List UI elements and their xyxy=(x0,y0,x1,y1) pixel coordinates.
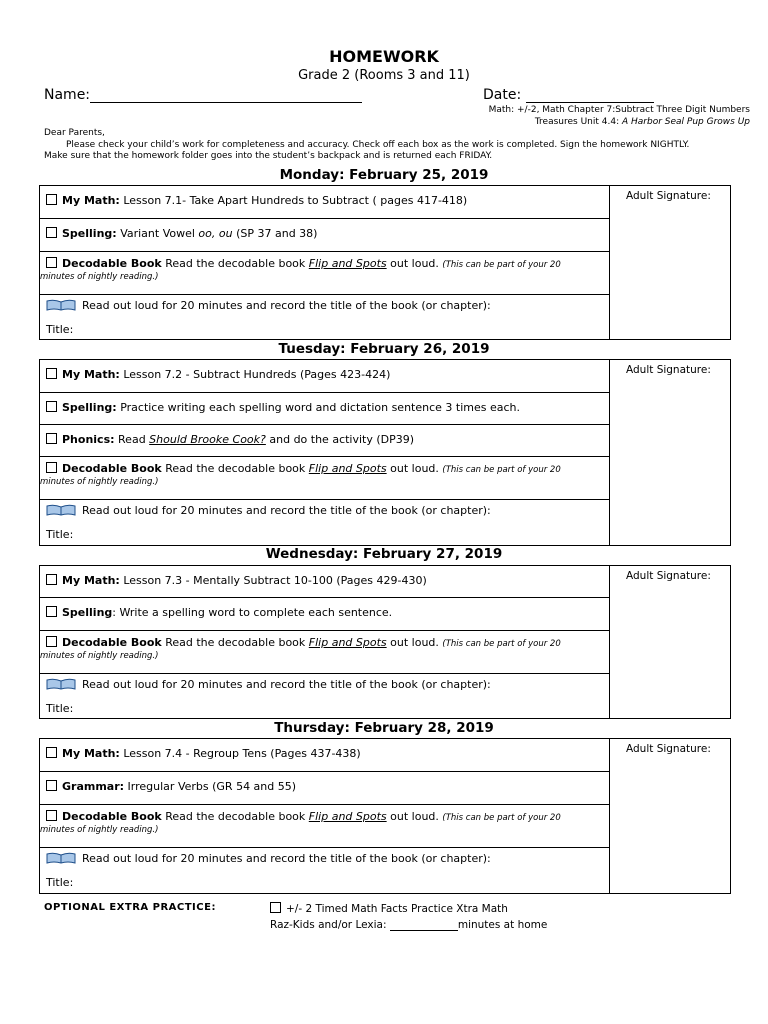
open-book-icon xyxy=(46,504,76,516)
task-text: Lesson 7.3 - Mentally Subtract 10-100 (Pages 429-430) xyxy=(123,574,427,587)
open-book-icon xyxy=(46,299,76,311)
book-title: Flip and Spots xyxy=(308,257,387,270)
date-label: Date: xyxy=(483,87,522,103)
task-text: Read the decodable book xyxy=(165,257,306,270)
task-pages: (SP 37 and 38) xyxy=(236,227,318,240)
checkbox[interactable] xyxy=(46,401,57,412)
checkbox[interactable] xyxy=(46,810,57,821)
task-text: Lesson 7.1- Take Apart Hundreds to Subtract ( pages 417-418) xyxy=(123,194,468,207)
checkbox[interactable] xyxy=(46,606,57,617)
treasures-title: A Harbor Seal Pup Grows Up xyxy=(621,117,750,127)
task-text: Lesson 7.2 - Subtract Hundreds (Pages 423-424) xyxy=(123,368,391,381)
day-heading-thursday: Thursday: February 28, 2019 xyxy=(274,720,494,736)
task-row-math[interactable] xyxy=(40,186,610,219)
task-label: Spelling: xyxy=(62,227,117,240)
task-text: out loud. xyxy=(390,462,439,475)
task-label: Decodable Book xyxy=(62,810,162,823)
task-text: : Write a spelling word to complete each sentence. xyxy=(112,606,393,619)
task-label: My Math: xyxy=(62,574,120,587)
letter-greeting: Dear Parents, xyxy=(44,128,105,138)
task-note: (This can be part of your 20 xyxy=(442,465,561,475)
task-row-spelling[interactable] xyxy=(40,598,610,631)
task-text: Read the decodable book xyxy=(165,810,306,823)
minutes-blank[interactable] xyxy=(390,920,458,931)
adult-signature-label[interactable]: Adult Signature: xyxy=(626,364,711,376)
page-subtitle: Grade 2 (Rooms 3 and 11) xyxy=(298,68,470,83)
date-blank[interactable] xyxy=(526,90,654,103)
task-row-reading[interactable] xyxy=(40,848,610,895)
letter-line-2: Make sure that the homework folder goes into the student’s backpack and is returned each FRIDAY. xyxy=(44,151,493,161)
treasures-prefix: Treasures Unit 4.4: xyxy=(534,117,620,127)
task-row-reading[interactable] xyxy=(40,295,610,341)
reading-text: Read out loud for 20 minutes and record the title of the book (or chapter): xyxy=(82,852,491,865)
adult-signature-label[interactable]: Adult Signature: xyxy=(626,190,711,202)
unit-info xyxy=(489,104,750,128)
letter-line-1: Please check your child’s work for completeness and accuracy. Check off each box as the work is completed. Sign the homework NIGHTLY. xyxy=(66,139,690,150)
checkbox[interactable] xyxy=(46,780,57,791)
optional-item-text: Raz-Kids and/or Lexia: xyxy=(270,919,387,931)
task-note: minutes of nightly reading.) xyxy=(40,825,159,835)
treasures-line xyxy=(489,116,750,128)
task-label: Phonics: xyxy=(62,433,115,446)
book-title: Flip and Spots xyxy=(308,810,387,823)
task-row-grammar[interactable] xyxy=(40,772,610,805)
book-title: Should Brooke Cook? xyxy=(149,433,266,446)
task-text: out loud. xyxy=(390,257,439,270)
task-label: Decodable Book xyxy=(62,462,162,475)
task-row-reading[interactable] xyxy=(40,674,610,720)
task-row-math[interactable] xyxy=(40,360,610,393)
task-label: My Math: xyxy=(62,194,120,207)
checkbox[interactable] xyxy=(46,636,57,647)
day-heading-tuesday: Tuesday: February 26, 2019 xyxy=(278,341,490,357)
task-text: out loud. xyxy=(390,636,439,649)
task-note: (This can be part of your 20 xyxy=(442,260,561,270)
title-label: Title: xyxy=(46,702,74,715)
task-vowels: oo, ou xyxy=(198,227,233,240)
title-label: Title: xyxy=(46,323,74,336)
optional-item-xtra-math[interactable] xyxy=(270,902,508,915)
checkbox[interactable] xyxy=(46,433,57,444)
task-text: Read xyxy=(118,433,146,446)
day-heading-monday: Monday: February 25, 2019 xyxy=(279,167,489,183)
name-field[interactable] xyxy=(44,87,362,103)
book-title: Flip and Spots xyxy=(308,462,387,475)
task-text: Read the decodable book xyxy=(165,462,306,475)
checkbox[interactable] xyxy=(46,574,57,585)
checkbox[interactable] xyxy=(270,902,281,913)
optional-item-text: minutes at home xyxy=(457,919,548,931)
task-row-reading[interactable] xyxy=(40,500,610,547)
title-label: Title: xyxy=(46,876,74,889)
task-row-spelling[interactable] xyxy=(40,219,610,252)
adult-signature-label[interactable]: Adult Signature: xyxy=(626,570,711,582)
task-row-math[interactable] xyxy=(40,566,610,598)
title-label: Title: xyxy=(46,528,74,541)
task-label: My Math: xyxy=(62,368,120,381)
task-label: Decodable Book xyxy=(62,257,162,270)
day-table-thursday xyxy=(39,738,731,894)
day-table-monday xyxy=(39,185,731,340)
task-row-spelling[interactable] xyxy=(40,393,610,425)
task-text: Variant Vowel xyxy=(120,227,195,240)
task-note: minutes of nightly reading.) xyxy=(40,272,159,282)
task-note: (This can be part of your 20 xyxy=(442,813,561,823)
task-note: minutes of nightly reading.) xyxy=(40,651,159,661)
day-table-tuesday xyxy=(39,359,731,546)
task-row-decodable[interactable] xyxy=(40,457,610,500)
task-row-phonics[interactable] xyxy=(40,425,610,457)
task-text: Lesson 7.4 - Regroup Tens (Pages 437-438) xyxy=(123,747,361,760)
math-unit-line: Math: +/-2, Math Chapter 7:Subtract Three Digit Numbers xyxy=(488,105,750,115)
task-note: (This can be part of your 20 xyxy=(442,639,561,649)
book-title: Flip and Spots xyxy=(308,636,387,649)
checkbox[interactable] xyxy=(46,747,57,758)
task-text: out loud. xyxy=(390,810,439,823)
open-book-icon xyxy=(46,852,76,864)
name-label: Name: xyxy=(44,87,91,103)
task-note: minutes of nightly reading.) xyxy=(40,477,159,487)
open-book-icon xyxy=(46,678,76,690)
task-row-decodable[interactable] xyxy=(40,631,610,674)
checkbox[interactable] xyxy=(46,368,57,379)
adult-signature-label[interactable]: Adult Signature: xyxy=(626,743,711,755)
reading-text: Read out loud for 20 minutes and record the title of the book (or chapter): xyxy=(82,299,491,312)
optional-item-text: +/- 2 Timed Math Facts Practice Xtra Math xyxy=(286,903,508,915)
reading-text: Read out loud for 20 minutes and record the title of the book (or chapter): xyxy=(82,504,491,517)
task-row-decodable[interactable] xyxy=(40,252,610,295)
task-text: Read the decodable book xyxy=(165,636,306,649)
optional-practice-label: OPTIONAL EXTRA PRACTICE: xyxy=(44,902,216,913)
checkbox[interactable] xyxy=(46,462,57,473)
task-text: and do the activity (DP39) xyxy=(269,433,415,446)
task-text: Practice writing each spelling word and dictation sentence 3 times each. xyxy=(120,401,521,414)
name-blank[interactable] xyxy=(90,90,362,103)
optional-item-raz-kids[interactable] xyxy=(270,919,547,931)
day-table-wednesday xyxy=(39,565,731,719)
parent-letter xyxy=(44,128,734,163)
task-label: Spelling: xyxy=(62,401,117,414)
checkbox[interactable] xyxy=(46,227,57,238)
page-title: HOMEWORK xyxy=(329,47,439,66)
reading-text: Read out loud for 20 minutes and record the title of the book (or chapter): xyxy=(82,678,491,691)
task-text: Irregular Verbs (GR 54 and 55) xyxy=(127,780,297,793)
task-row-decodable[interactable] xyxy=(40,805,610,848)
checkbox[interactable] xyxy=(46,257,57,268)
task-label: Grammar: xyxy=(62,780,125,793)
task-label: My Math: xyxy=(62,747,120,760)
task-label: Spelling xyxy=(62,606,113,619)
day-heading-wednesday: Wednesday: February 27, 2019 xyxy=(265,546,503,562)
checkbox[interactable] xyxy=(46,194,57,205)
task-label: Decodable Book xyxy=(62,636,162,649)
date-field[interactable] xyxy=(483,87,654,103)
task-row-math[interactable] xyxy=(40,739,610,772)
